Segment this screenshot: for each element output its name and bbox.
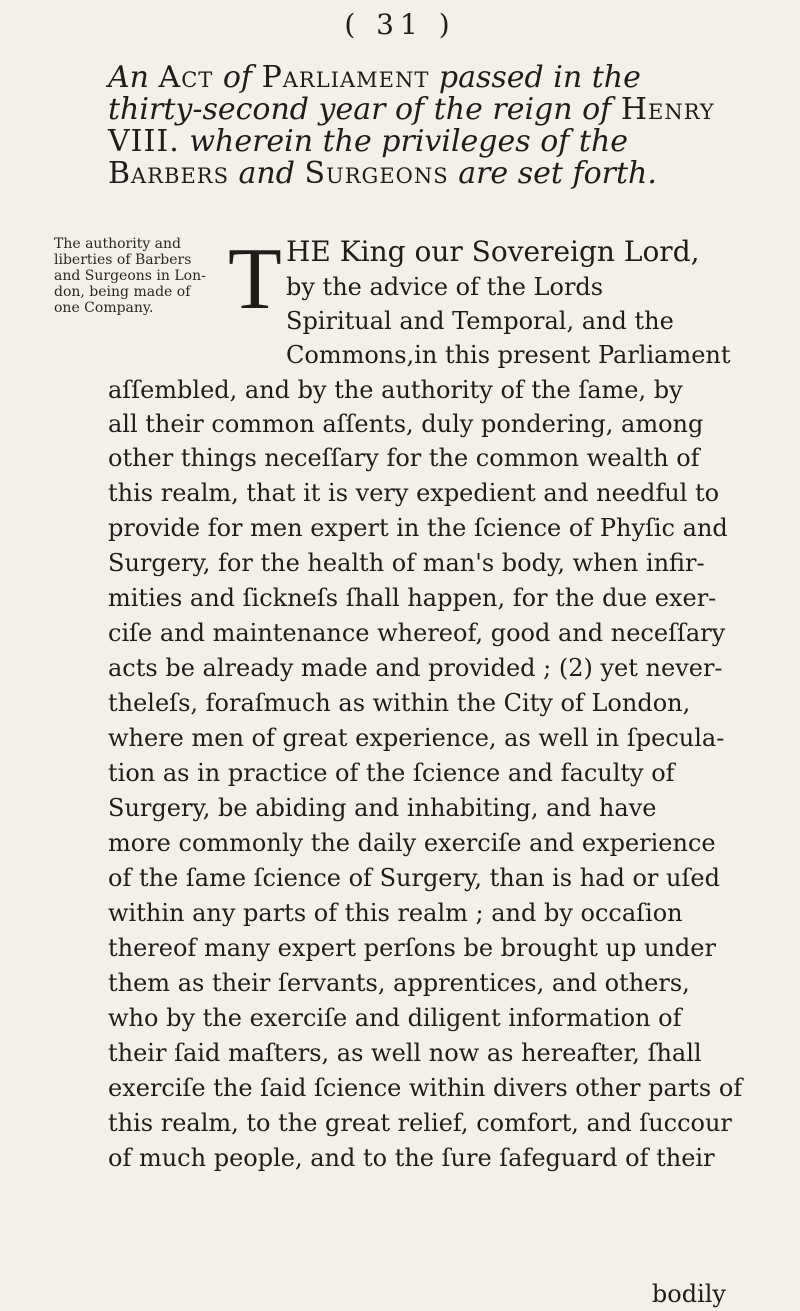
heading-set-forth: are set forth. xyxy=(458,156,657,191)
body-line: tion as in practice of the ſcience and faculty of xyxy=(108,759,675,787)
body-line: within any parts of this realm ; and by occaſion xyxy=(108,899,683,927)
heading-passed-text: passed in the thirty-second year of the reign of xyxy=(108,60,641,127)
marginal-note-line: one Company. xyxy=(54,300,154,316)
catchword: bodily xyxy=(651,1280,726,1308)
heading-surgeons: Surgeons xyxy=(304,156,449,191)
drop-cap: T xyxy=(228,231,282,328)
opening-line xyxy=(286,236,726,268)
body-line: exerciſe the ſaid ſcience within divers other parts of xyxy=(108,1074,743,1102)
body-line: theleſs, foraſmuch as within the City of London, xyxy=(108,689,691,717)
body-line: who by the exerciſe and diligent information of xyxy=(108,1004,682,1032)
body-line: Surgery, be abiding and inhabiting, and have xyxy=(108,794,657,822)
body-line: acts be already made and provided ; (2) yet never- xyxy=(108,654,723,682)
body-line: thereof many expert perſons be brought up under xyxy=(108,934,716,962)
body-line: Spiritual and Temporal, and the xyxy=(286,307,674,335)
heading-of: of xyxy=(222,60,253,95)
marginal-note-line: and Surgeons in Lon- xyxy=(54,268,206,284)
body-line: Commons,in this present Parliament xyxy=(286,341,731,369)
heading-parliament: Parliament xyxy=(261,60,430,95)
body-line: ciſe and maintenance whereof, good and neceſſary xyxy=(108,619,726,647)
marginal-note-line: liberties of Barbers xyxy=(54,252,192,268)
page-number: ( 31 ) xyxy=(344,8,456,41)
act-heading xyxy=(108,62,724,190)
marginal-note xyxy=(54,236,214,316)
body-line: more commonly the daily exerciſe and experience xyxy=(108,829,716,857)
body-line: mities and ſickneſs ſhall happen, for the due exer- xyxy=(108,584,717,612)
heading-wherein-text: wherein the privileges of the xyxy=(189,124,629,159)
heading-barbers: Barbers xyxy=(108,156,229,191)
body-line: Surgery, for the health of man's body, when infir- xyxy=(108,549,705,577)
heading-an: An xyxy=(108,60,149,95)
heading-act: Act xyxy=(158,60,214,95)
body-line: them as their ſervants, apprentices, and others, xyxy=(108,969,690,997)
body-line: where men of great experience, as well in ſpecula- xyxy=(108,724,725,752)
heading-henry: Henry xyxy=(620,92,715,127)
body-line: other things neceſſary for the common wealth of xyxy=(108,444,700,472)
body-line: provide for men expert in the ſcience of Phyſic and xyxy=(108,514,728,542)
marginal-note-line: The authority and xyxy=(54,236,182,252)
opening-line-text: HE King our Sovereign Lord, xyxy=(286,235,700,268)
body-line: by the advice of the Lords xyxy=(286,273,604,301)
heading-viii: VIII. xyxy=(108,124,180,159)
body-line: of much people, and to the ſure ſafeguard of their xyxy=(108,1144,715,1172)
body-line: this realm, to the great relief, comfort, and ſuccour xyxy=(108,1109,732,1137)
marginal-note-line: don, being made of xyxy=(54,284,191,300)
body-line: this realm, that it is very expedient and needful to xyxy=(108,479,720,507)
body-line: their ſaid maſters, as well now as hereafter, ſhall xyxy=(108,1039,702,1067)
body-line: all their common aſſents, duly pondering, among xyxy=(108,410,704,438)
body-line: of the ſame ſcience of Surgery, than is had or uſed xyxy=(108,864,720,892)
heading-and: and xyxy=(238,156,295,191)
body-line: aſſembled, and by the authority of the ſame, by xyxy=(108,376,683,404)
